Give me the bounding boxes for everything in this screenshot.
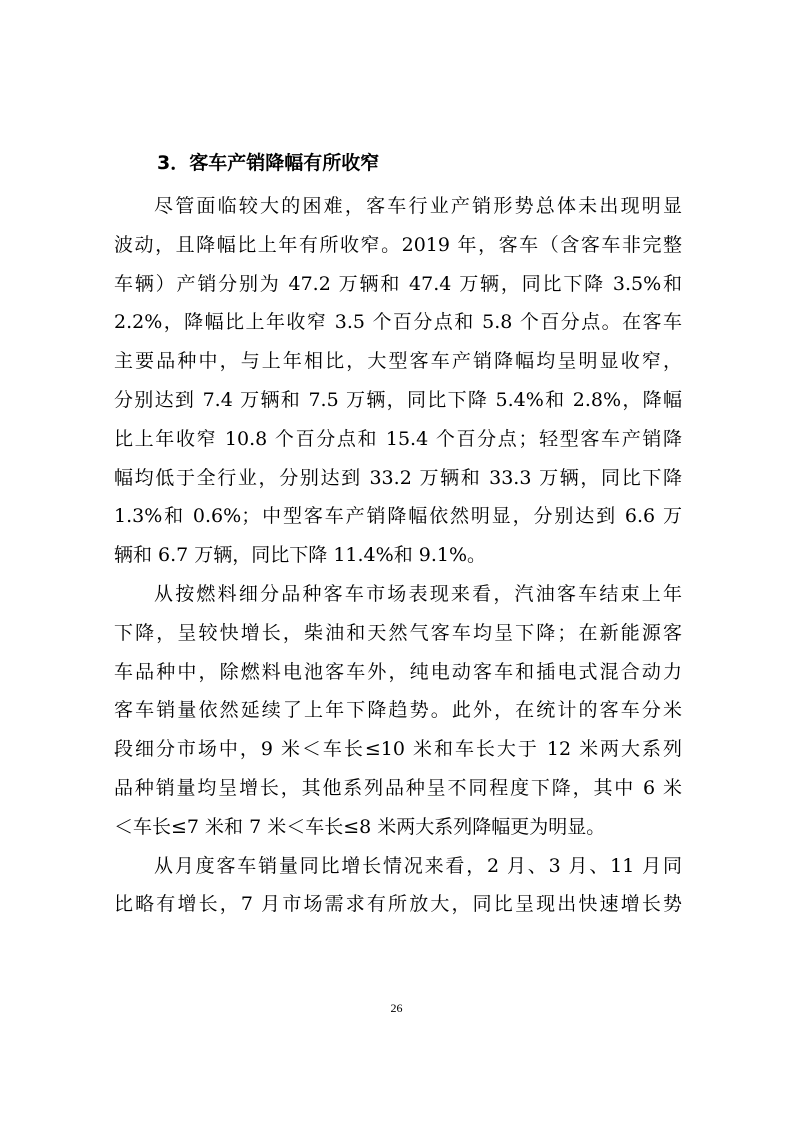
text-line: 主要品种中，与上年相比，大型客车产销降幅均呈明显收窄， [114, 350, 682, 373]
text-line: 比上年收窄 10.8 个百分点和 15.4 个百分点；轻型客车产销降 [114, 427, 682, 450]
text-line: 品种销量均呈增长，其他系列品种呈不同程度下降，其中 6 米 [114, 776, 682, 799]
text-line: 尽管面临较大的困难，客车行业产销形势总体未出现明显 [154, 195, 682, 217]
section-heading: 3．客车产销降幅有所收窄 [157, 152, 380, 174]
document-body [114, 187, 682, 924]
text-line: 段细分市场中，9 米＜车长≤10 米和车长大于 12 米两大系列 [114, 738, 682, 761]
text-line: 2.2%，降幅比上年收窄 3.5 个百分点和 5.8 个百分点。在客车 [114, 311, 682, 334]
paragraph [114, 187, 682, 575]
text-line: 车辆）产销分别为 47.2 万辆和 47.4 万辆，同比下降 3.5%和 [114, 272, 682, 295]
text-line: 幅均低于全行业，分别达到 33.2 万辆和 33.3 万辆，同比下降 [114, 466, 682, 489]
page-number: 26 [390, 1001, 403, 1015]
text-line: 波动，且降幅比上年有所收窄。2019 年，客车（含客车非完整 [114, 233, 682, 256]
text-line: 车品种中，除燃料电池客车外，纯电动客车和插电式混合动力 [114, 660, 682, 683]
text-line: 1.3%和 0.6%；中型客车产销降幅依然明显，分别达到 6.6 万 [114, 505, 682, 528]
text-line: 分别达到 7.4 万辆和 7.5 万辆，同比下降 5.4%和 2.8%，降幅 [114, 388, 682, 411]
paragraph [114, 575, 682, 847]
text-line: 从月度客车销量同比增长情况来看，2 月、3 月、11 月同 [154, 854, 682, 877]
text-line: 辆和 6.7 万辆，同比下降 11.4%和 9.1%。 [114, 544, 487, 567]
text-line: 比略有增长，7 月市场需求有所放大，同比呈现出快速增长势 [114, 893, 682, 916]
text-line: ＜车长≤7 米和 7 米＜车长≤8 米两大系列降幅更为明显。 [114, 815, 606, 838]
text-line: 下降，呈较快增长，柴油和天然气客车均呈下降；在新能源客 [114, 621, 682, 644]
text-line: 从按燃料细分品种客车市场表现来看，汽油客车结束上年 [154, 582, 682, 605]
paragraph [114, 847, 682, 925]
text-line: 客车销量依然延续了上年下降趋势。此外，在统计的客车分米 [114, 699, 682, 722]
